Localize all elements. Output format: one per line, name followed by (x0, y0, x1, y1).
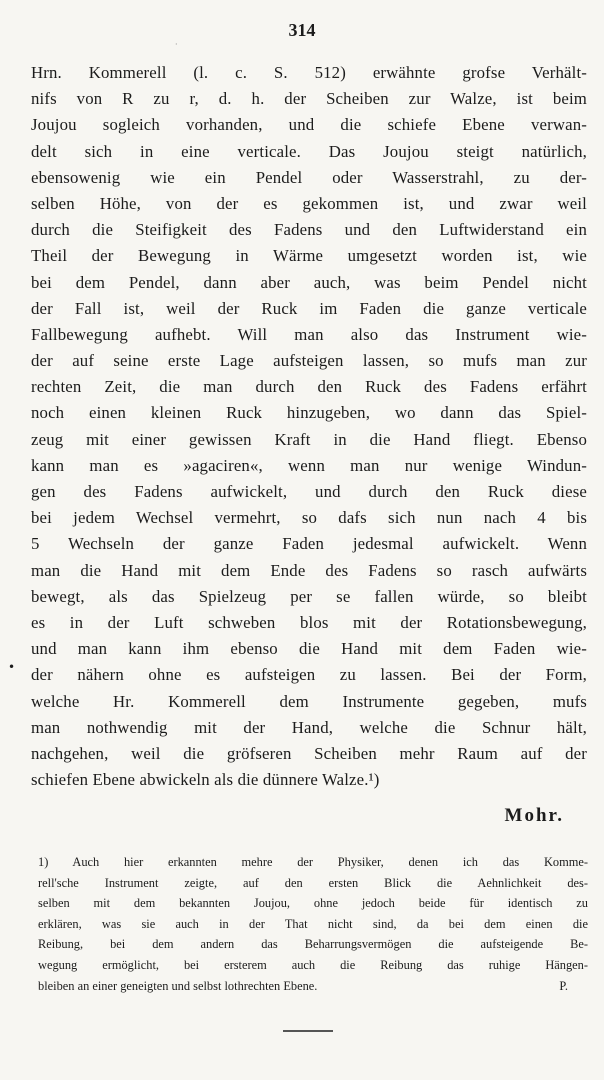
page-number: 314 (288, 20, 316, 40)
text-line: 5 Wechseln der ganze Faden jedesmal aufwickelt. Wenn (31, 534, 587, 554)
footnote (38, 852, 588, 996)
text-line: Hrn. Kommerell (l. c. S. 512) erwähnte grofse Verhält- (31, 63, 587, 82)
footnote-line: erklären, was sie auch in der That nicht sind, da bei dem einen die (38, 916, 588, 931)
text-line: und man kann ihm ebenso die Hand mit dem Faden wie- (31, 639, 587, 659)
footnote-line: wegung ermöglicht, bei ersterem auch die Reibung das ruhige Hängen- (38, 957, 588, 972)
text-line: nifs von R zu r, d. h. der Scheiben zur Walze, ist beim (31, 89, 587, 109)
text-line: welche Hr. Kommerell dem Instrumente gegeben, mufs (31, 691, 587, 711)
text-line: der Fall ist, weil der Ruck im Faden die ganze verticale (31, 298, 587, 318)
text-line: es in der Luft schweben blos mit der Rotationsbewegung, (31, 612, 587, 632)
footnote-line (38, 976, 588, 997)
text-line: Fallbewegung aufhebt. Will man also das Instrument wie- (31, 324, 587, 344)
text-line: gen des Fadens aufwickelt, und durch den Ruck diese (31, 482, 587, 501)
text-line: ebensowenig wie ein Pendel oder Wasserstrahl, zu der- (31, 167, 587, 187)
margin-bullet: • (8, 660, 16, 674)
text-line: rechten Zeit, die man durch den Ruck des Fadens erfährt (31, 377, 587, 397)
text-line: kann man es »agaciren«, wenn man nur wenige Windun- (31, 455, 587, 475)
footnote-line: selben mit dem bekannten Joujou, ohne jedoch beide für identisch zu (38, 896, 588, 911)
footnote-line: rell'sche Instrument zeigte, auf den ersten Blick die Aehnlichkeit des- (38, 875, 588, 890)
bottom-rule (283, 1030, 333, 1032)
footnote-line: Reibung, bei dem andern das Beharrungsvermögen die aufsteigende Be- (38, 937, 588, 952)
text-line: der auf seine erste Lage aufsteigen lassen, so mufs man zur (31, 351, 587, 371)
text-line: bei jedem Wechsel vermehrt, so dafs sich nun nach 4 bis (31, 508, 587, 528)
text-line: man die Hand mit dem Ende des Fadens so rasch aufwärts (31, 560, 587, 580)
text-line: der nähern ohne es aufsteigen zu lassen. Bei der Form, (31, 665, 587, 685)
text-line: Theil der Bewegung in Wärme umgesetzt worden ist, wie (31, 246, 587, 266)
text-line: selben Höhe, von der es gekommen ist, und zwar weil (31, 193, 587, 213)
text-line: schiefen Ebene abwickeln als die dünnere Walze.¹) (31, 770, 380, 790)
text-line: durch die Steifigkeit des Fadens und den Luftwiderstand ein (31, 220, 587, 240)
text-line: nachgehen, weil die gröfseren Scheiben mehr Raum auf der (31, 743, 587, 763)
text-line: noch einen kleinen Ruck hinzugeben, wo dann das Spiel- (31, 403, 587, 423)
text-line: bewegt, als das Spielzeug per se fallen würde, so bleibt (31, 586, 587, 606)
text-line: delt sich in eine verticale. Das Joujou steigt natürlich, (31, 141, 587, 161)
text-line: Joujou sogleich vorhanden, und die schiefe Ebene verwan- (31, 115, 587, 135)
text-line: bei dem Pendel, dann aber auch, was beim Pendel nicht (31, 272, 587, 292)
text-line: man nothwendig mit der Hand, welche die Schnur hält, (31, 717, 587, 737)
footnote-signature: P. (559, 978, 568, 993)
footnote-last-text: bleiben an einer geneigten und selbst lothrechten Ebene. (38, 978, 318, 993)
author-signature: Mohr. (504, 805, 564, 826)
footnote-line: 1) Auch hier erkannten mehre der Physiker, denen ich das Komme- (38, 855, 588, 869)
page-speck: · (175, 40, 178, 49)
text-line: zeug mit einer gewissen Kraft in die Hand fliegt. Ebenso (31, 429, 587, 449)
body-text (31, 60, 587, 793)
